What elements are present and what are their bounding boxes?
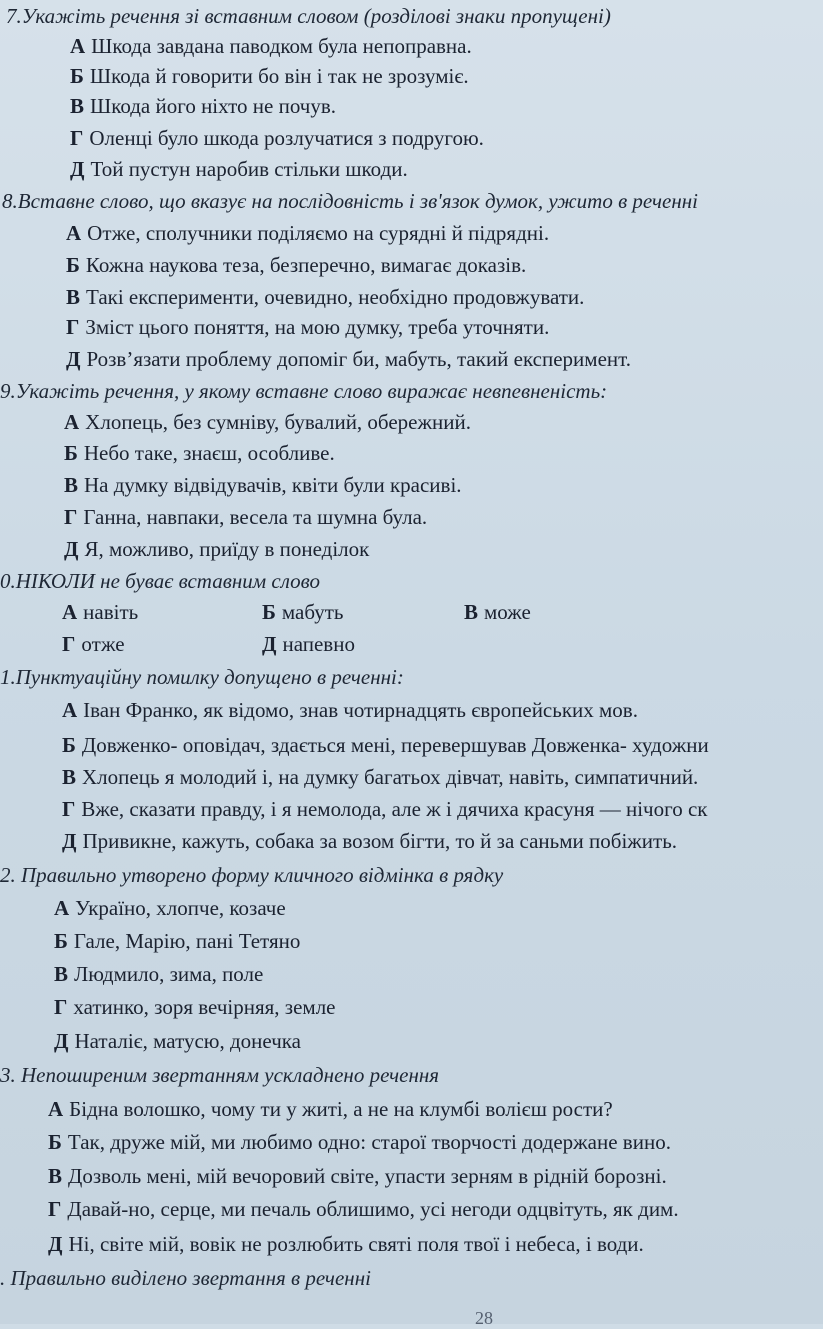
option-text: Ганна, навпаки, весела та шумна була.	[83, 505, 428, 529]
option-text: навіть	[83, 600, 139, 624]
option-letter: Г	[64, 505, 78, 529]
option-letter: В	[464, 600, 479, 624]
q8-option-e	[66, 347, 631, 372]
option-text: Вже, сказати правду, і я немолода, але ж і дячиха красуня — нічого ск	[81, 797, 708, 821]
option-letter: Г	[48, 1197, 62, 1221]
option-letter: Б	[262, 600, 276, 624]
option-letter: А	[48, 1097, 64, 1121]
q11-option-e	[62, 829, 677, 854]
option-letter: В	[64, 473, 79, 497]
q10-option-a	[62, 600, 138, 625]
question-12-title: 2. Правильно утворено форму кличного відмінка в рядку	[0, 863, 504, 887]
option-letter: Б	[64, 441, 78, 465]
option-text: Я, можливо, приїду в понеділок	[84, 537, 370, 561]
option-text: Шкода завдана паводком була непоправна.	[91, 34, 472, 58]
q11-option-d	[62, 797, 707, 822]
question-9-title: 9.Укажіть речення, у якому вставне слово виражає невпевненість:	[0, 379, 608, 403]
option-text: Шкода й говорити бо він і так не зрозуміє.	[89, 64, 469, 88]
q13-option-d	[48, 1197, 679, 1222]
q10-option-d	[62, 632, 125, 657]
option-letter: В	[54, 962, 69, 986]
q13-option-e	[48, 1232, 644, 1257]
q13-option-c	[48, 1164, 667, 1189]
option-letter: В	[66, 285, 81, 309]
option-text: хатинко, зоря вечірняя, земле	[73, 995, 336, 1019]
q7-option-e	[70, 157, 408, 182]
option-letter: Д	[262, 632, 277, 656]
q9-option-c	[64, 473, 462, 498]
option-text: Давай-но, серце, ми печаль облишимо, усі негоди одцвітуть, як дим.	[67, 1197, 679, 1221]
question-14-title: . Правильно виділено звертання в реченні	[0, 1266, 371, 1290]
option-text: Привикне, кажуть, собака за возом бігти, то й за саньми побіжить.	[82, 829, 678, 853]
option-text: Іван Франко, як відомо, знав чотирнадцять європейських мов.	[83, 698, 638, 722]
option-text: мабуть	[281, 600, 344, 624]
option-text: Так, друже мій, ми любимо одно: старої творчості додержане вино.	[67, 1130, 671, 1154]
option-letter: Б	[48, 1130, 62, 1154]
option-text: Розв’язати проблему допоміг би, мабуть, такий експеримент.	[86, 347, 631, 371]
q12-option-d	[54, 995, 336, 1020]
option-letter: Г	[66, 315, 80, 339]
q9-option-e	[64, 537, 369, 562]
option-letter: Д	[62, 829, 77, 853]
q12-option-e	[54, 1029, 301, 1054]
option-letter: Б	[66, 253, 80, 277]
option-text: Бідна волошко, чому ти у житі, а не на клумбі волієш рости?	[69, 1097, 613, 1121]
q7-option-b	[70, 64, 469, 89]
q8-option-d	[66, 315, 549, 340]
option-text: Гале, Марію, пані Тетяно	[73, 929, 301, 953]
q12-option-c	[54, 962, 263, 987]
q8-option-b	[66, 253, 526, 278]
q7-option-c	[70, 94, 336, 119]
question-10-title: 0.НІКОЛИ не буває вставним слово	[0, 569, 320, 593]
q12-option-a	[54, 896, 286, 921]
option-text: Дозволь мені, мій вечоровий світе, упасти зерням в рідній борозні.	[68, 1164, 667, 1188]
option-letter: Д	[66, 347, 81, 371]
option-text: Ні, світе мій, вовік не розлюбить святі поля твої і небеса, і води.	[68, 1232, 644, 1256]
option-letter: Д	[70, 157, 85, 181]
q10-option-e	[262, 632, 355, 657]
option-letter: А	[64, 410, 80, 434]
q11-option-c	[62, 765, 698, 790]
q8-option-c	[66, 285, 584, 310]
option-letter: В	[70, 94, 85, 118]
q13-option-b	[48, 1130, 671, 1155]
option-letter: Д	[64, 537, 79, 561]
option-text: Той пустун наробив стільки шкоди.	[90, 157, 408, 181]
q10-option-b	[262, 600, 344, 625]
q9-option-d	[64, 505, 427, 530]
option-letter: А	[70, 34, 86, 58]
q9-option-a	[64, 410, 471, 435]
option-letter: Г	[62, 632, 76, 656]
option-letter: Б	[70, 64, 84, 88]
option-text: Україно, хлопче, козаче	[75, 896, 286, 920]
q12-option-b	[54, 929, 300, 954]
option-text: Хлопець я молодий і, на думку багатьох дівчат, навіть, симпатичний.	[82, 765, 699, 789]
q11-option-a	[62, 698, 638, 723]
option-text: Шкода його ніхто не почув.	[90, 94, 336, 118]
option-text: Довженко- оповідач, здається мені, перевершував Довженка- художни	[81, 733, 709, 757]
q7-option-a	[70, 34, 472, 59]
option-text: напевно	[282, 632, 355, 656]
option-text: Небо таке, знаєш, особливе.	[83, 441, 335, 465]
option-letter: Г	[54, 995, 68, 1019]
question-13-title: 3. Непоширеним звертанням ускладнено речення	[0, 1063, 440, 1087]
question-7-title: 7.Укажіть речення зі вставним словом (розділові знаки пропущені)	[6, 4, 611, 28]
question-11-title: 1.Пунктуаційну помилку допущено в реченні:	[0, 665, 404, 689]
option-text: Хлопець, без сумніву, бувалий, обережний.	[85, 410, 471, 434]
option-text: Такі експерименти, очевидно, необхідно продовжувати.	[86, 285, 585, 309]
option-letter: А	[62, 600, 78, 624]
q10-option-c	[464, 600, 531, 625]
option-letter: Г	[70, 126, 84, 150]
option-letter: А	[54, 896, 70, 920]
page-number: 28	[475, 1308, 493, 1328]
option-text: Людмило, зима, поле	[74, 962, 264, 986]
option-letter: А	[62, 698, 78, 722]
option-letter: А	[66, 221, 82, 245]
option-letter: В	[62, 765, 77, 789]
option-letter: Г	[62, 797, 76, 821]
q7-option-d	[70, 126, 484, 151]
option-text: Кожна наукова теза, безперечно, вимагає доказів.	[85, 253, 527, 277]
option-letter: Д	[48, 1232, 63, 1256]
q8-option-a	[66, 221, 549, 246]
option-letter: Б	[54, 929, 68, 953]
option-text: отже	[81, 632, 125, 656]
q11-option-b	[62, 733, 709, 758]
option-text: може	[484, 600, 531, 624]
option-text: Оленці було шкода розлучатися з подругою.	[89, 126, 484, 150]
option-letter: Д	[54, 1029, 69, 1053]
q13-option-a	[48, 1097, 613, 1122]
option-letter: Б	[62, 733, 76, 757]
question-8-title: 8.Вставне слово, що вказує на послідовність і зв'язок думок, ужито в реченні	[2, 189, 698, 213]
option-text: Отже, сполучники поділяємо на сурядні й підрядні.	[87, 221, 550, 245]
option-text: Наталіє, матусю, донечка	[74, 1029, 301, 1053]
q9-option-b	[64, 441, 335, 466]
option-letter: В	[48, 1164, 63, 1188]
option-text: Зміст цього поняття, на мою думку, треба уточняти.	[85, 315, 550, 339]
option-text: На думку відвідувачів, квіти були красиві.	[84, 473, 462, 497]
